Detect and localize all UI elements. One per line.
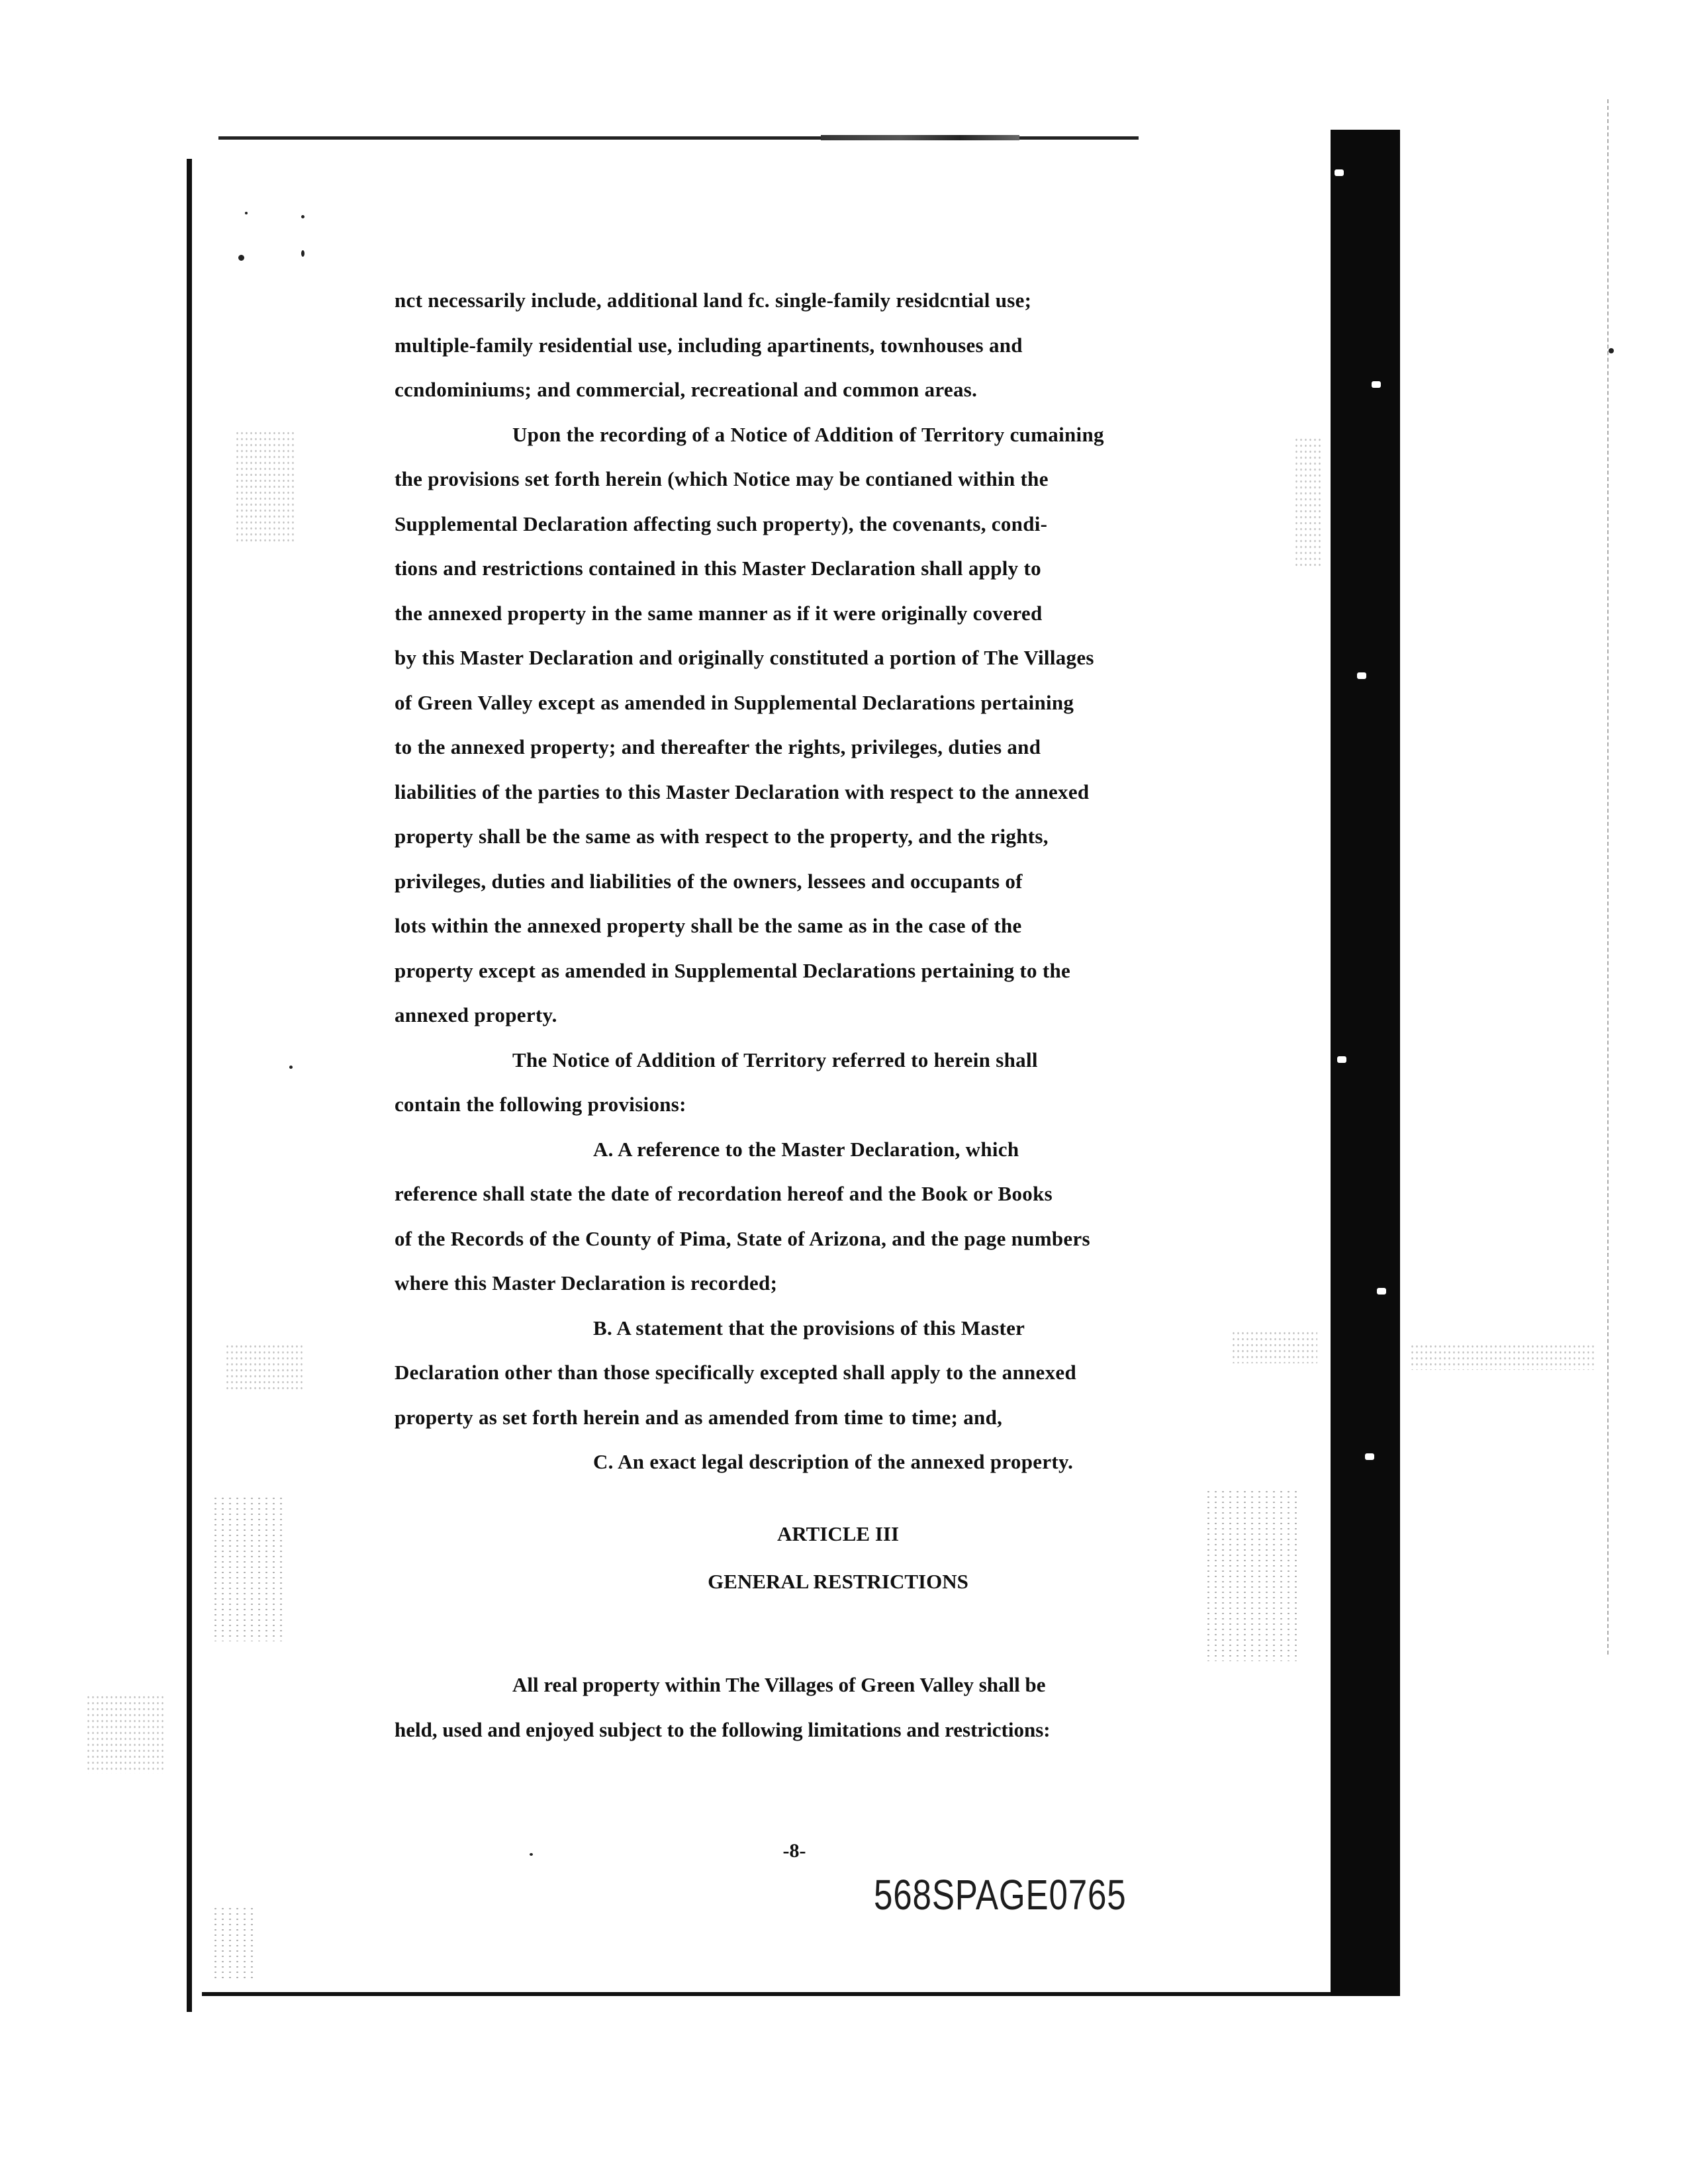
body-line: All real property within The Villages of Green Valley shall be	[512, 1673, 1046, 1696]
body-line: reference shall state the date of recordation hereof and the Book or Books	[395, 1182, 1053, 1205]
body-line: property as set forth herein and as amended from time to time; and,	[395, 1405, 1003, 1429]
body-line: held, used and enjoyed subject to the following limitations and restrictions:	[395, 1717, 1051, 1741]
scan-noise	[235, 430, 295, 543]
scan-noise	[225, 1343, 305, 1390]
list-item-a: A. A reference to the Master Declaration, which	[593, 1137, 1019, 1161]
body-line: nct necessarily include, additional land fc. single-family residcntial use;	[395, 289, 1032, 312]
body-line: contain the following provisions:	[395, 1093, 686, 1116]
body-line: Supplemental Declaration affecting such property), the covenants, condi-	[395, 512, 1048, 535]
body-line: multiple-family residential use, including apartinents, townhouses and	[395, 333, 1023, 357]
page-number: -8-	[782, 1840, 806, 1862]
body-line: by this Master Declaration and originally constituted a portion of The Villages	[395, 646, 1094, 669]
book-page-stamp: 568SPAGE0765	[874, 1871, 1127, 1919]
document-body	[395, 278, 1288, 1484]
body-line: annexed property.	[395, 1003, 557, 1026]
body-line: tions and restrictions contained in this Master Declaration shall apply to	[395, 557, 1041, 580]
body-line: property shall be the same as with respect to the property, and the rights,	[395, 825, 1049, 848]
scan-noise	[86, 1694, 165, 1774]
body-line: ccndominiums; and commercial, recreational and common areas.	[395, 378, 978, 401]
top-border-smudge	[821, 135, 1019, 140]
body-line: Upon the recording of a Notice of Addition of Territory cumaining	[512, 422, 1104, 446]
body-line: of the Records of the County of Pima, State of Arizona, and the page numbers	[395, 1226, 1090, 1250]
body-line: where this Master Declaration is recorded;	[395, 1271, 778, 1295]
body-line: the annexed property in the same manner as if it were originally covered	[395, 601, 1043, 625]
body-line: of Green Valley except as amended in Supplemental Declarations pertaining	[395, 690, 1074, 714]
scan-noise	[212, 1496, 285, 1641]
body-line: property except as amended in Supplemental Declarations pertaining to the	[395, 958, 1071, 982]
scan-noise	[1294, 437, 1321, 569]
article-heading: ARTICLE III	[776, 1522, 900, 1545]
body-line: liabilities of the parties to this Master Declaration with respect to the annexed	[395, 780, 1090, 803]
body-line: Declaration other than those specifically excepted shall apply to the annexed	[395, 1361, 1076, 1384]
body-line: to the annexed property; and thereafter the rights, privileges, duties and	[395, 735, 1041, 758]
list-item-b: B. A statement that the provisions of this Master	[593, 1316, 1025, 1340]
left-border-rule	[187, 159, 192, 2012]
body-line: the provisions set forth herein (which Notice may be contianed within the	[395, 467, 1049, 490]
bottom-border-rule	[202, 1992, 1347, 1996]
scan-noise	[1410, 1343, 1595, 1370]
right-scan-shadow	[1331, 130, 1400, 1996]
body-line: privileges, duties and liabilities of the owners, lessees and occupants of	[395, 869, 1023, 893]
article-title: GENERAL RESTRICTIONS	[708, 1570, 968, 1593]
far-right-dashed-line	[1607, 99, 1610, 1655]
body-line: The Notice of Addition of Territory referred to herein shall	[512, 1048, 1038, 1071]
body-line: lots within the annexed property shall be the same as in the case of the	[395, 914, 1022, 937]
closing-paragraph	[395, 1662, 1288, 1752]
scan-noise	[212, 1906, 258, 1979]
list-item-c: C. An exact legal description of the annexed property.	[593, 1450, 1074, 1473]
